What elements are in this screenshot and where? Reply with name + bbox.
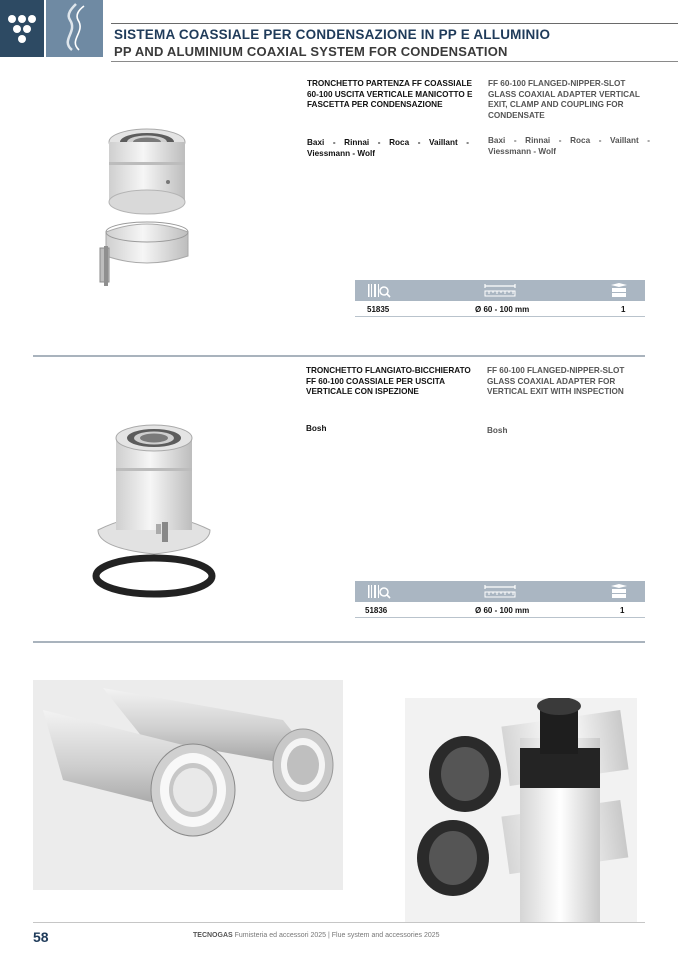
product-title-it: TRONCHETTO FLANGIATO-BICCHIERATO FF 60-100 COASSIALE PER USCITA VERTICALE CON ISPEZIONE [306, 366, 471, 396]
header-rule-bottom [111, 61, 678, 62]
photo-terminals [405, 698, 637, 922]
barcode-search-icon [367, 283, 391, 298]
page-subtitle: PP AND ALUMINIUM COAXIAL SYSTEM FOR CONDENSATION [114, 44, 508, 59]
product-size: Ø 60 - 100 mm [475, 606, 530, 615]
product-code: 51836 [365, 606, 388, 615]
footer-caption: Fumisteria ed accessori 2025 | Flue system and accessories 2025 [234, 932, 440, 939]
logo-box [0, 0, 44, 57]
product-size: Ø 60 - 100 mm [475, 305, 530, 314]
barcode-search-icon [367, 584, 391, 599]
footer-brand: TECNOGAS [193, 932, 233, 939]
product-title-it: TRONCHETTO PARTENZA FF COASSIALE 60-100 USCITA VERTICALE MANICOTTO E FASCETTA PER CONDENSAZIONE [307, 79, 473, 109]
smoke-flame-icon [46, 0, 103, 57]
footer-text [193, 932, 440, 939]
product-quantity: 1 [620, 606, 625, 615]
product-brands-en: Baxi - Rinnai - Roca - Vaillant - Viessmann - Wolf [488, 136, 650, 156]
product-image-51835 [92, 120, 202, 300]
ruler-icon [483, 283, 517, 298]
spec-header-bar [355, 581, 645, 602]
page-title: SISTEMA COASSIALE PER CONDENSAZIONE IN PP E ALLUMINIO [114, 27, 551, 42]
spec-divider [355, 316, 645, 317]
product-code: 51835 [367, 305, 390, 314]
footer-rule [33, 922, 645, 923]
product-title-en: FF 60-100 FLANGED-NIPPER-SLOT GLASS COAXIAL ADAPTER FOR VERTICAL EXIT WITH INSPECTION [487, 366, 625, 396]
header-rule-top [111, 23, 678, 24]
page-number: 58 [33, 929, 49, 945]
product-brands-it: Bosh [306, 424, 327, 433]
spec-header-bar [355, 280, 645, 301]
box-quantity-icon [609, 584, 629, 599]
product-quantity: 1 [621, 305, 626, 314]
section-divider [33, 355, 645, 357]
product-brands-it: Baxi - Rinnai - Roca - Vaillant - Viessmann - Wolf [307, 138, 469, 158]
ruler-icon [483, 584, 517, 599]
product-image-51836 [92, 412, 216, 598]
box-quantity-icon [609, 283, 629, 298]
product-title-en: FF 60-100 FLANGED-NIPPER-SLOT GLASS COAXIAL ADAPTER VERTICAL EXIT, CLAMP AND COUPLING FOR CONDENSATE [488, 79, 640, 120]
spec-divider [355, 617, 645, 618]
section-divider [33, 641, 645, 643]
photo-coaxial-pipes [33, 680, 343, 890]
product-brands-en: Bosh [487, 426, 508, 435]
